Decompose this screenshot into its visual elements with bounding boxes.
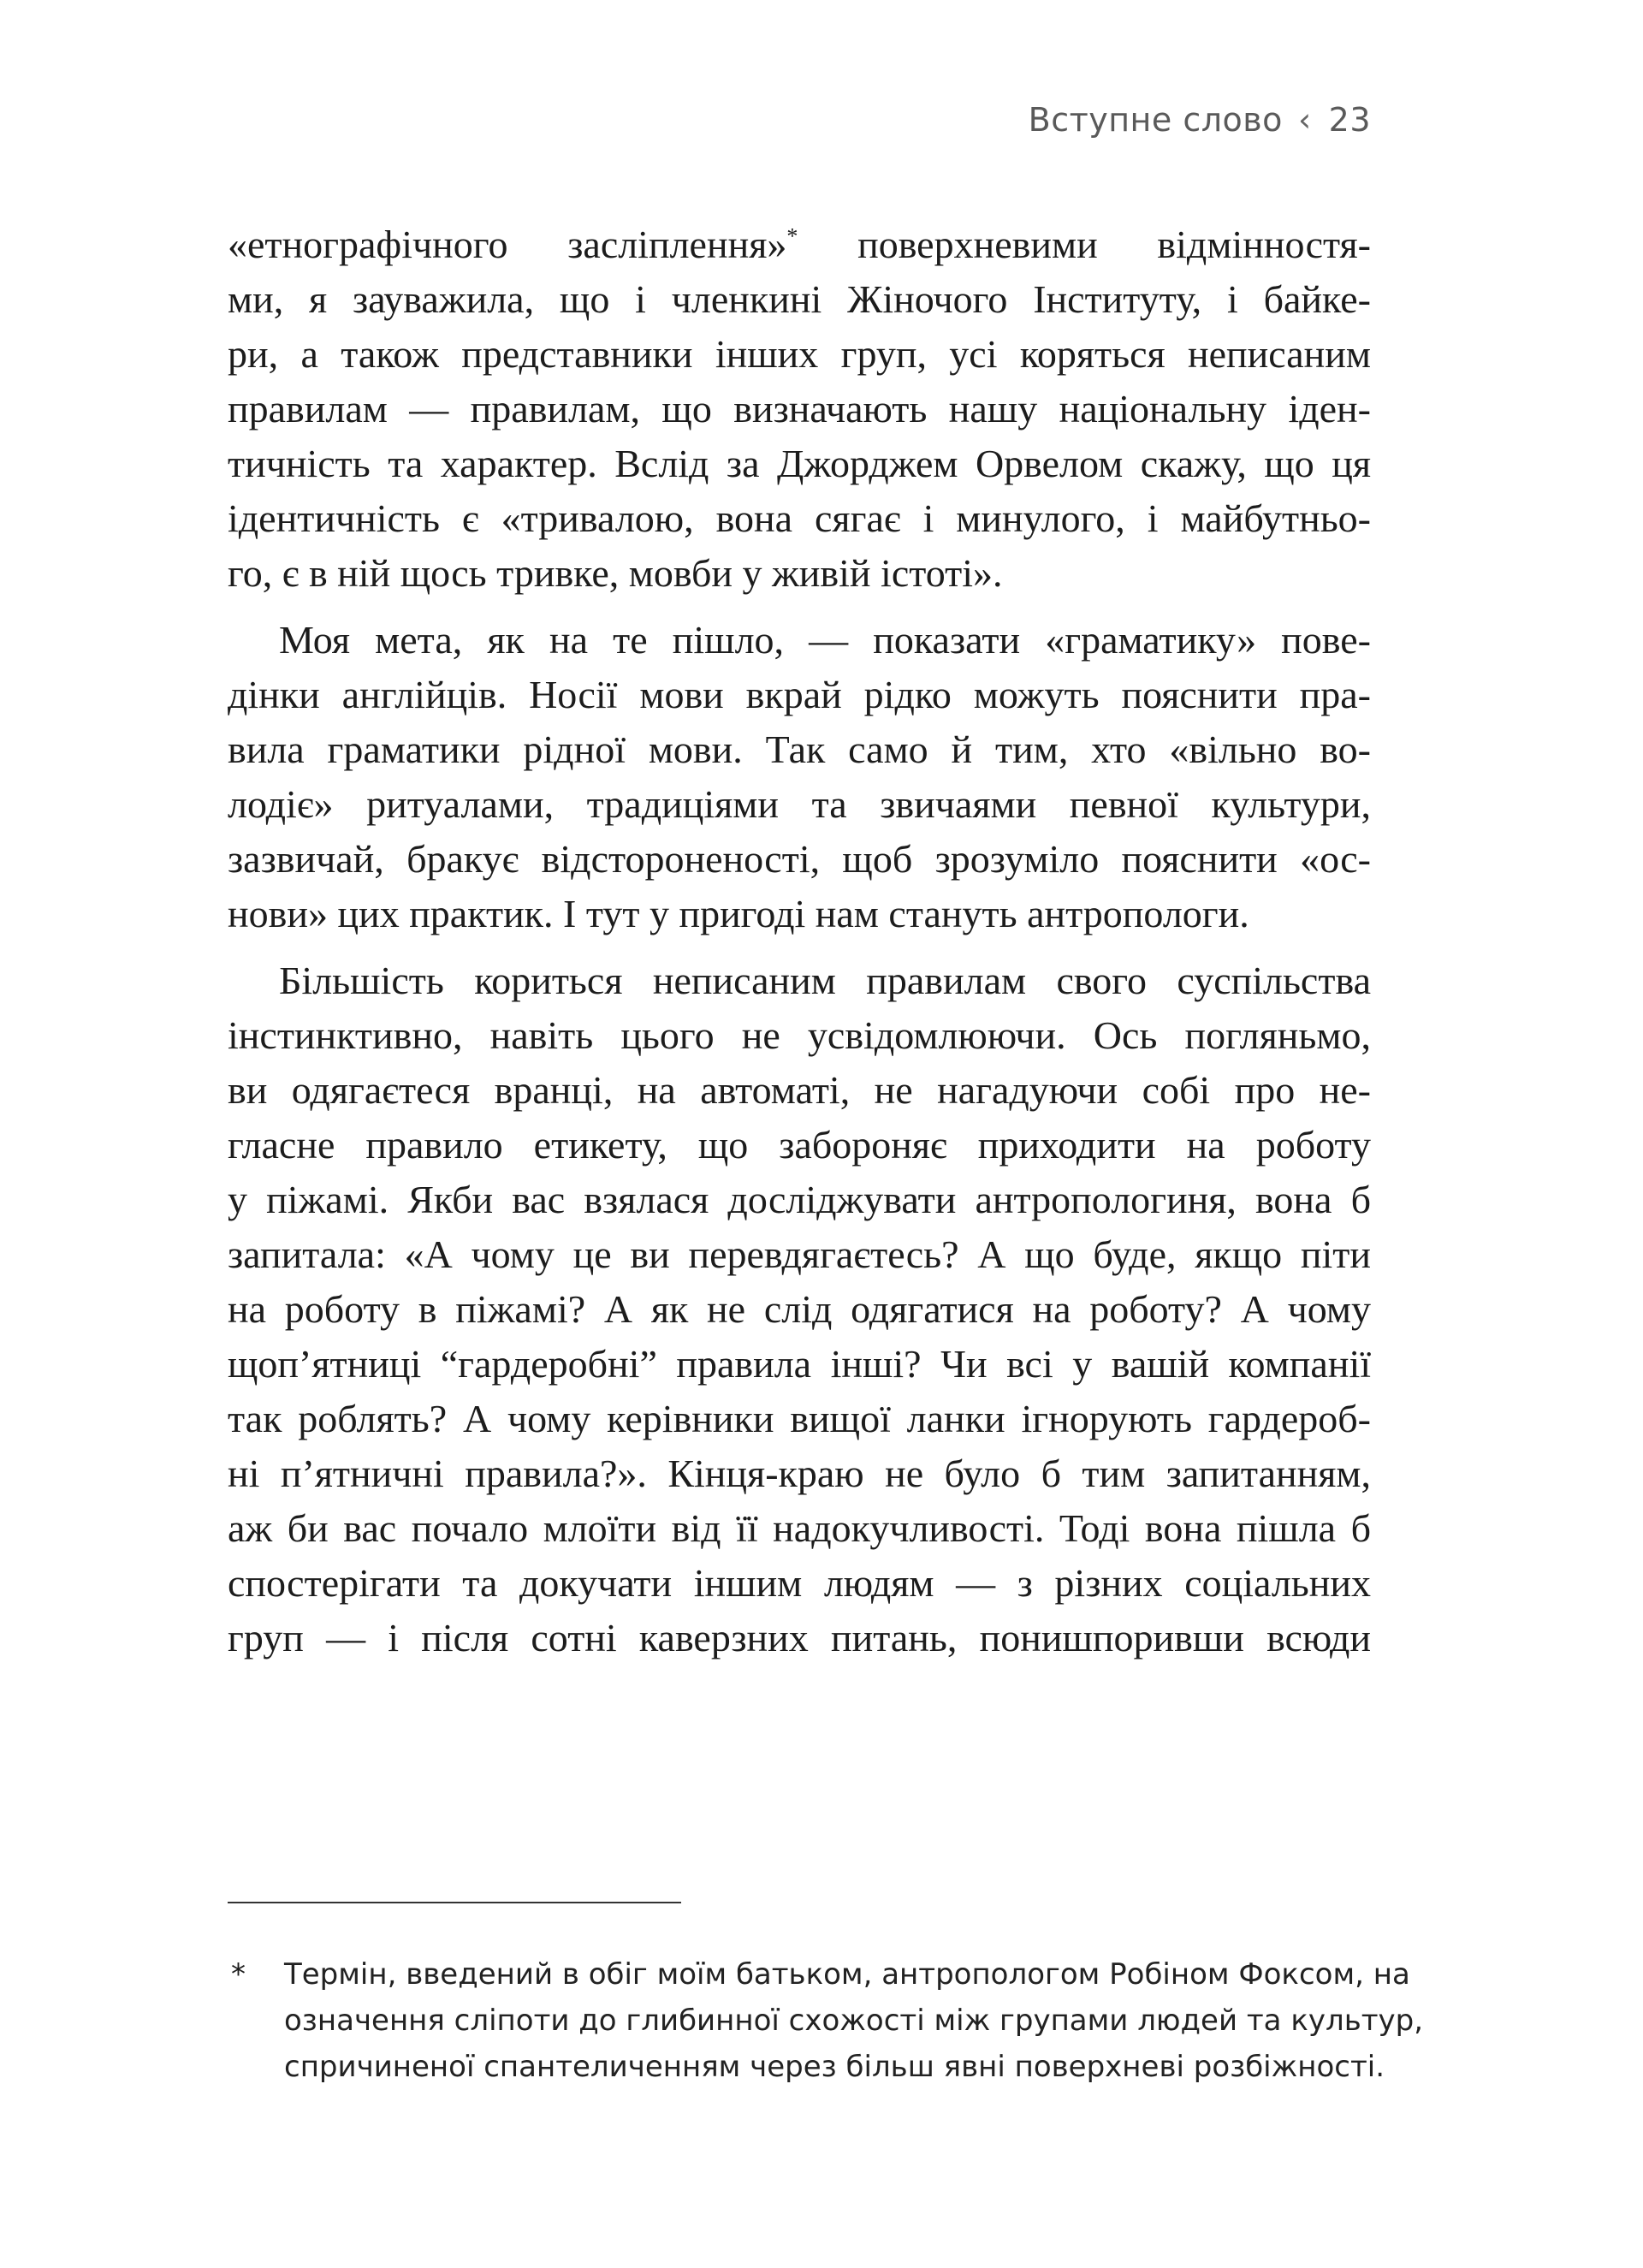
text-line: Більшість кориться неписаним правилам свого суспільства bbox=[279, 959, 1371, 1002]
footnote-reference-text: «етнографічного засліплення» bbox=[228, 223, 787, 266]
footnote-body bbox=[284, 1951, 1424, 2090]
text-line: Моя мета, як на те пішло, — показати «граматику» пове- bbox=[279, 618, 1371, 662]
page-number: 23 bbox=[1328, 101, 1371, 139]
text-line: ні п’ятничні правила?». Кінця-краю не було б тим запитанням, bbox=[228, 1452, 1371, 1495]
footnote-line: означення сліпоти до глибинної схожості між групами людей та культур, bbox=[284, 2004, 1424, 2038]
text-line: ри, а також представники інших груп, усі коряться неписаним bbox=[228, 332, 1371, 376]
text-line: щоп’ятниці “гардеробні” правила інші? Чи всі у вашій компанії bbox=[228, 1342, 1371, 1386]
text-line: на роботу в піжамі? А як не слід одягатися на роботу? А чому bbox=[228, 1287, 1371, 1331]
text-line: ви одягаєтеся вранці, на автоматі, не нагадуючи собі про не- bbox=[228, 1068, 1371, 1112]
text-line: гласне правило етикету, що забороняє приходити на роботу bbox=[228, 1123, 1371, 1167]
text-line: груп — і після сотні каверзних питань, понишпоривши всюди bbox=[228, 1616, 1371, 1659]
footnote-divider bbox=[228, 1902, 681, 1903]
text-line: спостерігати та докучати іншим людям — з різних соціальних bbox=[228, 1561, 1371, 1605]
footnote-marker[interactable]: * bbox=[786, 223, 798, 249]
paragraph-3 bbox=[228, 953, 1371, 1665]
text-line: дінки англійців. Носії мови вкрай рідко можуть пояснити пра- bbox=[228, 673, 1371, 716]
paragraph-gap bbox=[228, 941, 1371, 953]
paragraph-2 bbox=[228, 613, 1371, 941]
chevron-left-icon: ‹ bbox=[1297, 101, 1312, 139]
footnote-line: спричиненої спантеличенням через більш явні поверхневі розбіжності. bbox=[284, 2050, 1385, 2084]
text-line: лодіє» ритуалами, традиціями та звичаями певної культури, bbox=[228, 782, 1371, 826]
text-line: зазвичай, бракує відстороненості, щоб зрозуміло пояснити «ос- bbox=[228, 837, 1371, 881]
footnote-asterisk: * bbox=[231, 1957, 246, 1992]
text-line: ідентичність є «тривалою, вона сягає і минулого, і майбутньо- bbox=[228, 496, 1371, 540]
text-line: тичність та характер. Вслід за Джорджем Орвелом скажу, що ця bbox=[228, 442, 1371, 485]
footnote-line: Термін, введений в обіг моїм батьком, антропологом Робіном Фоксом, на bbox=[284, 1957, 1410, 1992]
paragraph-1 bbox=[228, 217, 1371, 601]
footnote bbox=[228, 1951, 1424, 2090]
text-line: ми, я зауважила, що і членкині Жіночого Інституту, і байке- bbox=[228, 277, 1371, 321]
text-line: аж би вас почало млоїти від її надокучливості. Тоді вона пішла б bbox=[228, 1506, 1371, 1550]
text-line: так роблять? А чому керівники вищої ланки ігнорують гардероб- bbox=[228, 1397, 1371, 1440]
running-head bbox=[1029, 101, 1371, 139]
text-line: го, є в ній щось тривке, мовби у живій істоті». bbox=[228, 551, 1003, 595]
section-title: Вступне слово bbox=[1028, 101, 1283, 139]
text-line: вила граматики рідної мови. Так само й тим, хто «вільно во- bbox=[228, 727, 1371, 771]
paragraph-gap bbox=[228, 601, 1371, 613]
text-line: запитала: «А чому це ви перевдягаєтесь? А що буде, якщо піти bbox=[228, 1232, 1371, 1276]
text-line: у піжамі. Якби вас взялася досліджувати антропологиня, вона б bbox=[228, 1178, 1371, 1221]
text-line: інстинктивно, навіть цього не усвідомлюючи. Ось погляньмо, bbox=[228, 1013, 1371, 1057]
text-line: правилам — правилам, що визначають нашу національну іден- bbox=[228, 387, 1371, 430]
body-text bbox=[228, 217, 1371, 1665]
text-line: нови» цих практик. І тут у пригоді нам стануть антропологи. bbox=[228, 892, 1249, 935]
text-line bbox=[228, 217, 1371, 272]
text-line-tail: поверхневими відмінностя- bbox=[798, 223, 1371, 266]
